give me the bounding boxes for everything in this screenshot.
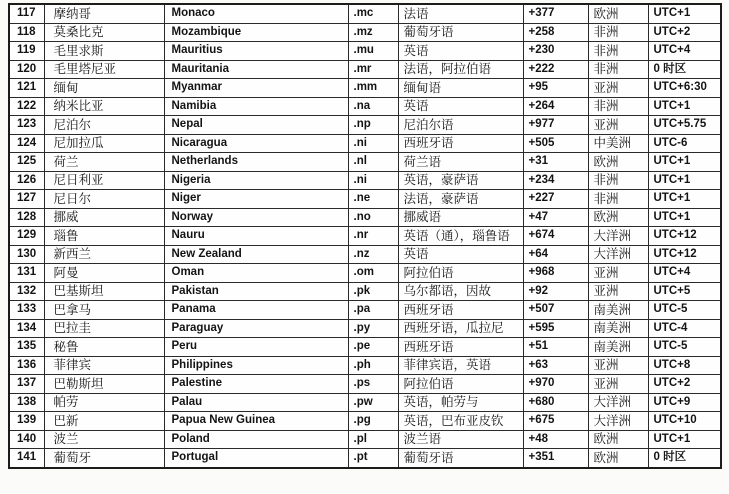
table-row bbox=[9, 264, 721, 283]
cell-language: 波兰语 bbox=[398, 430, 523, 449]
cell-timezone: 0 时区 bbox=[648, 60, 721, 79]
cell-continent: 非洲 bbox=[588, 60, 648, 79]
cell-continent: 非洲 bbox=[588, 42, 648, 61]
cell-country-name-cn: 摩纳哥 bbox=[44, 4, 164, 23]
cell-language: 英语，巴布亚皮钦 bbox=[398, 412, 523, 431]
cell-phone-code: +230 bbox=[523, 42, 588, 61]
cell-domain-suffix: .nr bbox=[348, 227, 398, 246]
cell-language: 西班牙语 bbox=[398, 134, 523, 153]
cell-timezone: UTC+1 bbox=[648, 4, 721, 23]
cell-country-name-en: Philippines bbox=[164, 356, 348, 375]
cell-language: 菲律宾语，英语 bbox=[398, 356, 523, 375]
cell-domain-suffix: .ni bbox=[348, 171, 398, 190]
cell-country-name-cn: 新西兰 bbox=[44, 245, 164, 264]
cell-phone-code: +63 bbox=[523, 356, 588, 375]
cell-language: 葡萄牙语 bbox=[398, 449, 523, 468]
cell-timezone: UTC+4 bbox=[648, 264, 721, 283]
cell-phone-code: +970 bbox=[523, 375, 588, 394]
cell-domain-suffix: .pk bbox=[348, 282, 398, 301]
table-row bbox=[9, 190, 721, 209]
table-row bbox=[9, 393, 721, 412]
cell-timezone: UTC-4 bbox=[648, 319, 721, 338]
cell-country-name-en: Myanmar bbox=[164, 79, 348, 98]
cell-timezone: UTC+2 bbox=[648, 375, 721, 394]
table-row bbox=[9, 227, 721, 246]
cell-phone-code: +95 bbox=[523, 79, 588, 98]
cell-phone-code: +351 bbox=[523, 449, 588, 468]
cell-index: 122 bbox=[9, 97, 44, 116]
cell-phone-code: +31 bbox=[523, 153, 588, 172]
cell-continent: 大洋洲 bbox=[588, 412, 648, 431]
cell-timezone: UTC+1 bbox=[648, 153, 721, 172]
table-row bbox=[9, 282, 721, 301]
cell-country-name-en: Mauritania bbox=[164, 60, 348, 79]
cell-continent: 中美洲 bbox=[588, 134, 648, 153]
cell-timezone: UTC+1 bbox=[648, 208, 721, 227]
cell-domain-suffix: .nl bbox=[348, 153, 398, 172]
cell-index: 121 bbox=[9, 79, 44, 98]
cell-country-name-cn: 毛里求斯 bbox=[44, 42, 164, 61]
cell-country-name-cn: 巴勒斯坦 bbox=[44, 375, 164, 394]
cell-index: 131 bbox=[9, 264, 44, 283]
table-row bbox=[9, 134, 721, 153]
cell-country-name-cn: 波兰 bbox=[44, 430, 164, 449]
cell-phone-code: +222 bbox=[523, 60, 588, 79]
cell-timezone: UTC-5 bbox=[648, 301, 721, 320]
cell-phone-code: +48 bbox=[523, 430, 588, 449]
cell-continent: 亚洲 bbox=[588, 375, 648, 394]
cell-continent: 大洋洲 bbox=[588, 245, 648, 264]
cell-index: 132 bbox=[9, 282, 44, 301]
cell-index: 123 bbox=[9, 116, 44, 135]
cell-domain-suffix: .nz bbox=[348, 245, 398, 264]
cell-index: 119 bbox=[9, 42, 44, 61]
cell-domain-suffix: .pa bbox=[348, 301, 398, 320]
cell-phone-code: +64 bbox=[523, 245, 588, 264]
table-row bbox=[9, 4, 721, 23]
cell-country-name-en: Nigeria bbox=[164, 171, 348, 190]
cell-language: 英语 bbox=[398, 97, 523, 116]
cell-country-name-en: Portugal bbox=[164, 449, 348, 468]
cell-continent: 欧洲 bbox=[588, 430, 648, 449]
cell-country-name-cn: 莫桑比克 bbox=[44, 23, 164, 42]
cell-continent: 非洲 bbox=[588, 97, 648, 116]
cell-domain-suffix: .pw bbox=[348, 393, 398, 412]
cell-timezone: UTC+5.75 bbox=[648, 116, 721, 135]
cell-country-name-cn: 尼日尔 bbox=[44, 190, 164, 209]
cell-phone-code: +47 bbox=[523, 208, 588, 227]
cell-index: 133 bbox=[9, 301, 44, 320]
cell-country-name-cn: 瑙鲁 bbox=[44, 227, 164, 246]
cell-domain-suffix: .pl bbox=[348, 430, 398, 449]
table-row bbox=[9, 301, 721, 320]
cell-timezone: UTC+1 bbox=[648, 430, 721, 449]
cell-timezone: UTC+12 bbox=[648, 227, 721, 246]
cell-domain-suffix: .na bbox=[348, 97, 398, 116]
cell-index: 118 bbox=[9, 23, 44, 42]
cell-country-name-en: Panama bbox=[164, 301, 348, 320]
cell-index: 124 bbox=[9, 134, 44, 153]
cell-phone-code: +505 bbox=[523, 134, 588, 153]
cell-country-name-en: Netherlands bbox=[164, 153, 348, 172]
cell-country-name-cn: 尼日利亚 bbox=[44, 171, 164, 190]
cell-index: 130 bbox=[9, 245, 44, 264]
cell-domain-suffix: .pt bbox=[348, 449, 398, 468]
cell-timezone: UTC+12 bbox=[648, 245, 721, 264]
cell-index: 127 bbox=[9, 190, 44, 209]
cell-domain-suffix: .mc bbox=[348, 4, 398, 23]
cell-language: 阿拉伯语 bbox=[398, 264, 523, 283]
cell-continent: 南美洲 bbox=[588, 338, 648, 357]
cell-timezone: 0 时区 bbox=[648, 449, 721, 468]
cell-country-name-cn: 葡萄牙 bbox=[44, 449, 164, 468]
table-row bbox=[9, 97, 721, 116]
cell-language: 西班牙语 bbox=[398, 301, 523, 320]
cell-country-name-en: Namibia bbox=[164, 97, 348, 116]
cell-language: 尼泊尔语 bbox=[398, 116, 523, 135]
cell-timezone: UTC+1 bbox=[648, 190, 721, 209]
cell-phone-code: +377 bbox=[523, 4, 588, 23]
cell-phone-code: +968 bbox=[523, 264, 588, 283]
cell-index: 126 bbox=[9, 171, 44, 190]
cell-continent: 亚洲 bbox=[588, 264, 648, 283]
cell-country-name-cn: 巴拿马 bbox=[44, 301, 164, 320]
cell-timezone: UTC+6:30 bbox=[648, 79, 721, 98]
cell-country-name-cn: 缅甸 bbox=[44, 79, 164, 98]
cell-continent: 欧洲 bbox=[588, 153, 648, 172]
cell-country-name-en: Papua New Guinea bbox=[164, 412, 348, 431]
cell-country-name-en: Paraguay bbox=[164, 319, 348, 338]
cell-country-name-cn: 毛里塔尼亚 bbox=[44, 60, 164, 79]
cell-index: 117 bbox=[9, 4, 44, 23]
cell-timezone: UTC+10 bbox=[648, 412, 721, 431]
cell-index: 125 bbox=[9, 153, 44, 172]
cell-country-name-cn: 巴基斯坦 bbox=[44, 282, 164, 301]
cell-index: 141 bbox=[9, 449, 44, 468]
cell-country-name-cn: 纳米比亚 bbox=[44, 97, 164, 116]
table-row bbox=[9, 449, 721, 468]
table-row bbox=[9, 208, 721, 227]
cell-domain-suffix: .om bbox=[348, 264, 398, 283]
cell-timezone: UTC+1 bbox=[648, 171, 721, 190]
country-table bbox=[8, 3, 722, 469]
cell-phone-code: +507 bbox=[523, 301, 588, 320]
cell-country-name-cn: 秘鲁 bbox=[44, 338, 164, 357]
cell-country-name-cn: 荷兰 bbox=[44, 153, 164, 172]
cell-continent: 南美洲 bbox=[588, 301, 648, 320]
table-row bbox=[9, 153, 721, 172]
cell-continent: 欧洲 bbox=[588, 449, 648, 468]
cell-phone-code: +227 bbox=[523, 190, 588, 209]
table-row bbox=[9, 319, 721, 338]
cell-country-name-en: Nepal bbox=[164, 116, 348, 135]
cell-timezone: UTC+4 bbox=[648, 42, 721, 61]
table-row bbox=[9, 171, 721, 190]
cell-country-name-cn: 阿曼 bbox=[44, 264, 164, 283]
cell-domain-suffix: .mz bbox=[348, 23, 398, 42]
cell-language: 乌尔都语，因故 bbox=[398, 282, 523, 301]
table-row bbox=[9, 60, 721, 79]
country-table-body bbox=[9, 4, 721, 468]
cell-continent: 欧洲 bbox=[588, 4, 648, 23]
cell-index: 120 bbox=[9, 60, 44, 79]
cell-country-name-cn: 帕劳 bbox=[44, 393, 164, 412]
cell-phone-code: +234 bbox=[523, 171, 588, 190]
cell-index: 137 bbox=[9, 375, 44, 394]
cell-country-name-cn: 菲律宾 bbox=[44, 356, 164, 375]
cell-domain-suffix: .mu bbox=[348, 42, 398, 61]
cell-country-name-en: Pakistan bbox=[164, 282, 348, 301]
cell-phone-code: +674 bbox=[523, 227, 588, 246]
table-row bbox=[9, 338, 721, 357]
cell-continent: 亚洲 bbox=[588, 116, 648, 135]
cell-country-name-en: Mozambique bbox=[164, 23, 348, 42]
cell-language: 英语 bbox=[398, 42, 523, 61]
table-row bbox=[9, 412, 721, 431]
cell-language: 法语，阿拉伯语 bbox=[398, 60, 523, 79]
cell-continent: 非洲 bbox=[588, 171, 648, 190]
cell-country-name-en: Mauritius bbox=[164, 42, 348, 61]
cell-continent: 非洲 bbox=[588, 23, 648, 42]
cell-index: 140 bbox=[9, 430, 44, 449]
table-row bbox=[9, 79, 721, 98]
cell-country-name-en: Nicaragua bbox=[164, 134, 348, 153]
cell-language: 缅甸语 bbox=[398, 79, 523, 98]
cell-country-name-cn: 巴新 bbox=[44, 412, 164, 431]
cell-domain-suffix: .pe bbox=[348, 338, 398, 357]
cell-continent: 亚洲 bbox=[588, 79, 648, 98]
cell-continent: 亚洲 bbox=[588, 356, 648, 375]
cell-language: 英语，豪萨语 bbox=[398, 171, 523, 190]
cell-country-name-cn: 尼泊尔 bbox=[44, 116, 164, 135]
cell-language: 英语，帕劳与 bbox=[398, 393, 523, 412]
cell-domain-suffix: .np bbox=[348, 116, 398, 135]
cell-continent: 南美洲 bbox=[588, 319, 648, 338]
cell-phone-code: +675 bbox=[523, 412, 588, 431]
cell-country-name-en: Norway bbox=[164, 208, 348, 227]
cell-timezone: UTC+8 bbox=[648, 356, 721, 375]
cell-country-name-en: New Zealand bbox=[164, 245, 348, 264]
cell-country-name-cn: 巴拉圭 bbox=[44, 319, 164, 338]
cell-continent: 亚洲 bbox=[588, 282, 648, 301]
cell-country-name-en: Peru bbox=[164, 338, 348, 357]
cell-domain-suffix: .ni bbox=[348, 134, 398, 153]
cell-domain-suffix: .pg bbox=[348, 412, 398, 431]
table-row bbox=[9, 23, 721, 42]
cell-language: 英语（通），瑙鲁语 bbox=[398, 227, 523, 246]
cell-index: 138 bbox=[9, 393, 44, 412]
cell-language: 英语 bbox=[398, 245, 523, 264]
cell-country-name-cn: 挪威 bbox=[44, 208, 164, 227]
cell-continent: 大洋洲 bbox=[588, 227, 648, 246]
cell-domain-suffix: .ps bbox=[348, 375, 398, 394]
cell-country-name-en: Palestine bbox=[164, 375, 348, 394]
cell-index: 139 bbox=[9, 412, 44, 431]
cell-phone-code: +595 bbox=[523, 319, 588, 338]
cell-language: 西班牙语，瓜拉尼 bbox=[398, 319, 523, 338]
cell-continent: 大洋洲 bbox=[588, 393, 648, 412]
cell-index: 129 bbox=[9, 227, 44, 246]
cell-index: 134 bbox=[9, 319, 44, 338]
cell-phone-code: +977 bbox=[523, 116, 588, 135]
table-row bbox=[9, 375, 721, 394]
cell-phone-code: +680 bbox=[523, 393, 588, 412]
cell-timezone: UTC+1 bbox=[648, 97, 721, 116]
cell-country-name-cn: 尼加拉瓜 bbox=[44, 134, 164, 153]
cell-domain-suffix: .no bbox=[348, 208, 398, 227]
cell-country-name-en: Oman bbox=[164, 264, 348, 283]
cell-timezone: UTC-5 bbox=[648, 338, 721, 357]
table-row bbox=[9, 430, 721, 449]
cell-domain-suffix: .py bbox=[348, 319, 398, 338]
table-row bbox=[9, 42, 721, 61]
table-row bbox=[9, 116, 721, 135]
table-row bbox=[9, 356, 721, 375]
cell-phone-code: +92 bbox=[523, 282, 588, 301]
cell-country-name-en: Niger bbox=[164, 190, 348, 209]
cell-language: 法语 bbox=[398, 4, 523, 23]
cell-language: 葡萄牙语 bbox=[398, 23, 523, 42]
cell-timezone: UTC+9 bbox=[648, 393, 721, 412]
cell-timezone: UTC+2 bbox=[648, 23, 721, 42]
cell-timezone: UTC-6 bbox=[648, 134, 721, 153]
table-row bbox=[9, 245, 721, 264]
cell-country-name-en: Nauru bbox=[164, 227, 348, 246]
cell-domain-suffix: .mr bbox=[348, 60, 398, 79]
cell-country-name-en: Palau bbox=[164, 393, 348, 412]
cell-index: 128 bbox=[9, 208, 44, 227]
cell-index: 135 bbox=[9, 338, 44, 357]
cell-index: 136 bbox=[9, 356, 44, 375]
cell-language: 西班牙语 bbox=[398, 338, 523, 357]
cell-language: 阿拉伯语 bbox=[398, 375, 523, 394]
cell-continent: 欧洲 bbox=[588, 208, 648, 227]
cell-language: 挪威语 bbox=[398, 208, 523, 227]
cell-country-name-en: Poland bbox=[164, 430, 348, 449]
cell-language: 荷兰语 bbox=[398, 153, 523, 172]
cell-domain-suffix: .ne bbox=[348, 190, 398, 209]
cell-language: 法语，豪萨语 bbox=[398, 190, 523, 209]
cell-domain-suffix: .mm bbox=[348, 79, 398, 98]
cell-phone-code: +258 bbox=[523, 23, 588, 42]
cell-continent: 非洲 bbox=[588, 190, 648, 209]
cell-phone-code: +264 bbox=[523, 97, 588, 116]
cell-country-name-en: Monaco bbox=[164, 4, 348, 23]
cell-phone-code: +51 bbox=[523, 338, 588, 357]
cell-timezone: UTC+5 bbox=[648, 282, 721, 301]
cell-domain-suffix: .ph bbox=[348, 356, 398, 375]
